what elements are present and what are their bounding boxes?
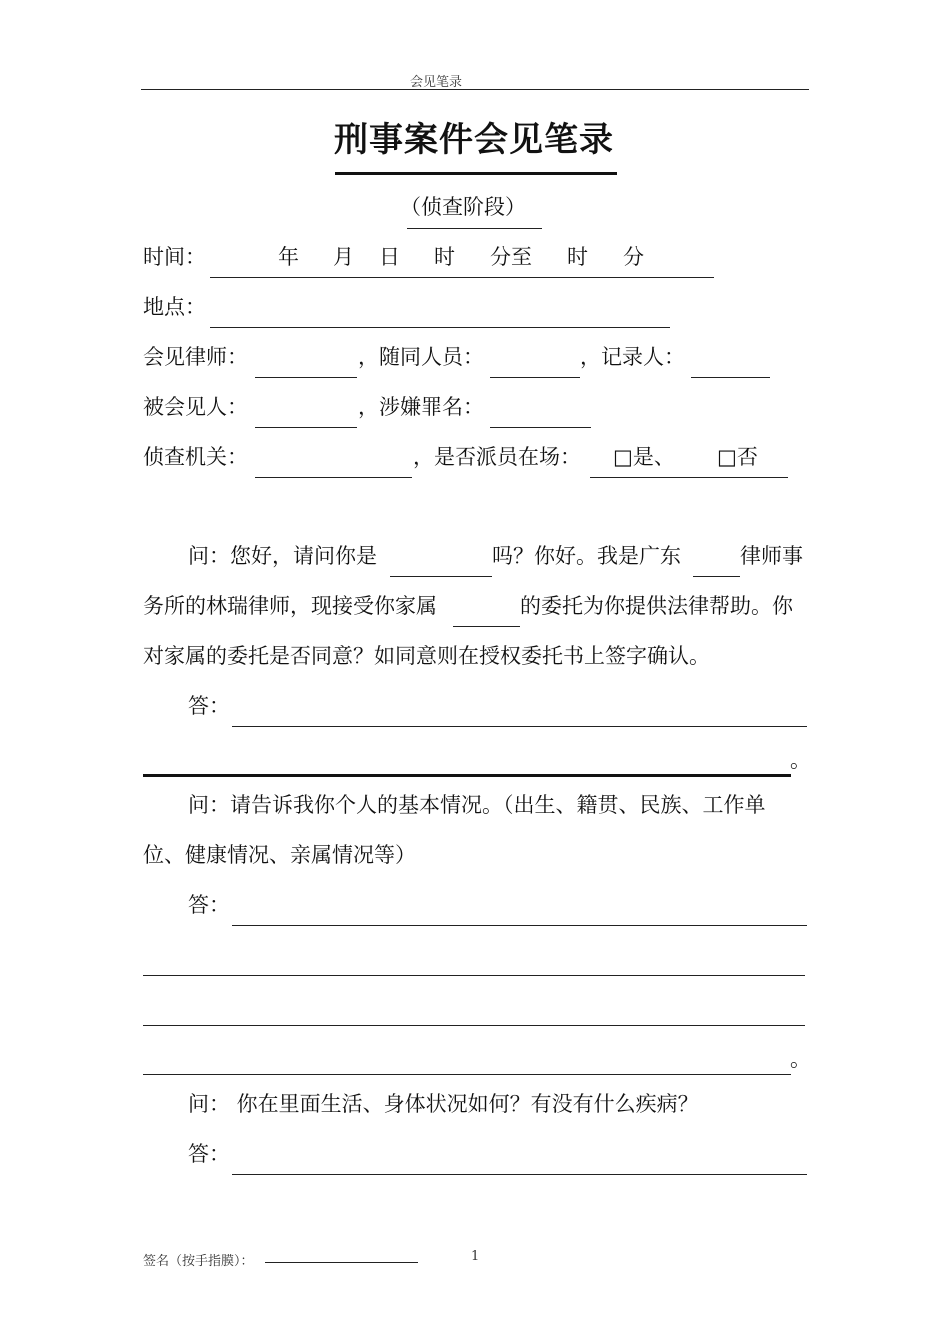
- recorder-label: ，记录人：: [580, 345, 685, 369]
- interviewee-field-line[interactable]: [255, 427, 357, 428]
- question-1-name-blank[interactable]: [390, 576, 492, 577]
- option-yes-checkbox[interactable]: □是、: [613, 445, 675, 469]
- answer-2-label: 答：: [188, 893, 230, 917]
- header-rule: [141, 89, 809, 90]
- interviewee-label: 被会见人：: [143, 395, 248, 419]
- agency-label: 侦查机关：: [143, 445, 248, 469]
- answer-2-line-2[interactable]: [143, 975, 805, 976]
- time-label: 时间：: [143, 245, 206, 269]
- question-1-line-2-part-2: 的委托为你提供法律帮助。你: [520, 594, 793, 618]
- recorder-field-line[interactable]: [691, 377, 770, 378]
- question-1-line-2-part-1: 务所的林瑞律师，现接受你家属: [143, 594, 437, 618]
- signature-field-line[interactable]: [265, 1262, 418, 1263]
- subtitle-underline: [407, 228, 542, 229]
- place-field-line[interactable]: [210, 327, 670, 328]
- agency-field-line[interactable]: [255, 477, 412, 478]
- answer-1-line-1[interactable]: [232, 726, 807, 727]
- time-unit-hour: 时: [434, 245, 455, 269]
- time-unit-minute-end: 分: [623, 245, 644, 269]
- accompany-label: ，随同人员：: [358, 345, 484, 369]
- question-1-firm-blank[interactable]: [693, 576, 740, 577]
- time-unit-day: 日: [379, 245, 400, 269]
- time-unit-hour-end: 时: [567, 245, 588, 269]
- accompany-field-line[interactable]: [490, 377, 580, 378]
- place-label: 地点：: [143, 295, 206, 319]
- time-field-line[interactable]: [210, 277, 714, 278]
- question-1-family-blank[interactable]: [453, 626, 520, 627]
- question-1-part-2: 吗？你好。我是广东: [492, 544, 681, 568]
- question-1-part-1: 问：您好，请问你是: [188, 544, 377, 568]
- question-2-line-1: 问：请告诉我你个人的基本情况。（出生、籍贯、民族、工作单: [188, 793, 766, 817]
- answer-1-label: 答：: [188, 694, 230, 718]
- question-3: 问： 你在里面生活、身体状况如何？有没有什么疾病？: [188, 1092, 699, 1116]
- answer-1-line-2[interactable]: [143, 774, 791, 777]
- question-2-line-2: 位、健康情况、亲属情况等）: [143, 843, 416, 867]
- time-unit-year: 年: [278, 245, 299, 269]
- page-number: 1: [471, 1249, 480, 1264]
- answer-2-line-1[interactable]: [232, 925, 807, 926]
- answer-1-period: 。: [790, 748, 811, 772]
- question-1-part-3: 律师事: [740, 544, 803, 568]
- charge-field-line[interactable]: [490, 427, 591, 428]
- officer-present-field-line[interactable]: [590, 477, 788, 478]
- title-underline: [335, 172, 617, 175]
- subtitle: （侦查阶段）: [400, 195, 526, 219]
- running-header: 会见笔录: [410, 75, 463, 90]
- answer-3-label: 答：: [188, 1142, 230, 1166]
- page-title: 刑事案件会见笔录: [334, 120, 614, 160]
- officer-present-label: ，是否派员在场：: [413, 445, 581, 469]
- answer-2-period: 。: [790, 1047, 811, 1071]
- answer-2-line-3[interactable]: [143, 1025, 805, 1026]
- answer-3-line-1[interactable]: [232, 1174, 807, 1175]
- signature-label: 签名（按手指膜）：: [143, 1254, 254, 1269]
- time-unit-minute-to: 分至: [490, 245, 532, 269]
- option-no-checkbox[interactable]: □否: [717, 445, 758, 469]
- lawyer-field-line[interactable]: [255, 377, 357, 378]
- question-1-line-3: 对家属的委托是否同意？如同意则在授权委托书上签字确认。: [143, 644, 710, 668]
- answer-2-line-4[interactable]: [143, 1074, 791, 1075]
- time-unit-month: 月: [333, 245, 354, 269]
- lawyer-label: 会见律师：: [143, 345, 248, 369]
- charge-label: ，涉嫌罪名：: [358, 395, 484, 419]
